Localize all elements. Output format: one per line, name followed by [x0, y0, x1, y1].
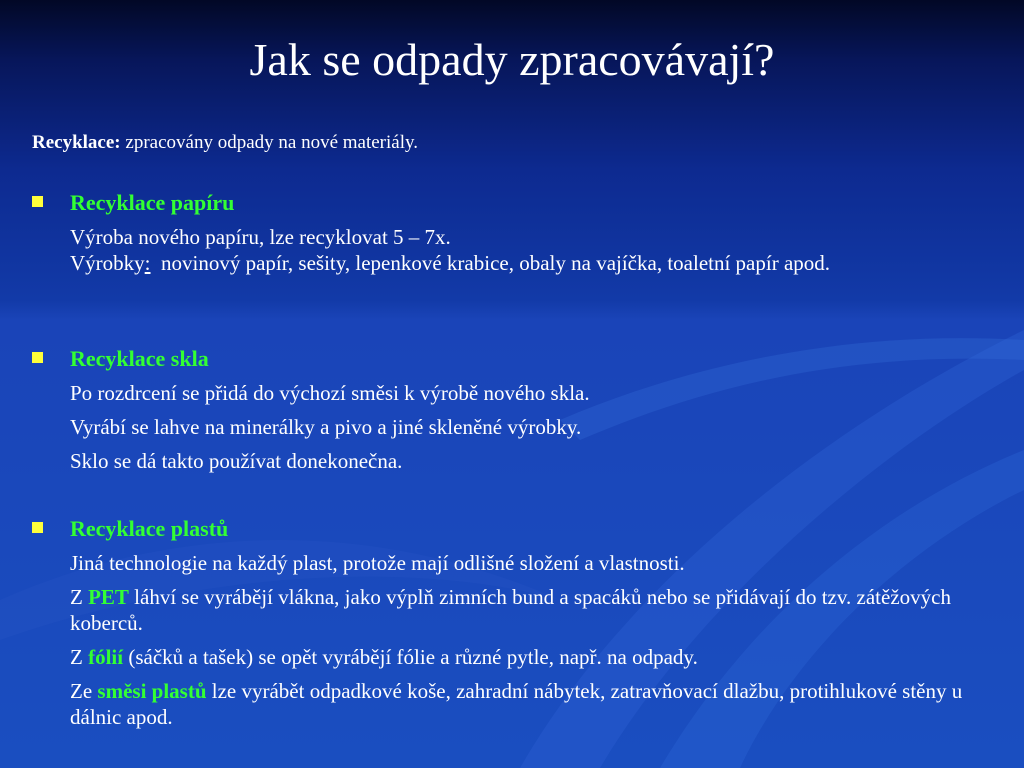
mix-text: lze vyrábět odpadkové koše, zahradní nábytek, zatravňovací dlažbu, protihlukové stěny u dálnic apod.: [70, 679, 963, 729]
plastic-pet-line: [70, 584, 1007, 636]
section-glass: [32, 344, 1007, 474]
mix-prefix: Ze: [70, 679, 93, 703]
section-paper-header: [32, 188, 1007, 218]
paper-line-2-text: novinový papír, sešity, lepenkové krabice, obaly na vajíčka, toaletní papír apod.: [161, 251, 831, 275]
paper-line-2: [70, 250, 1007, 276]
section-plastic: [32, 514, 1007, 730]
section-plastic-header: [32, 514, 1007, 544]
plastic-foil-line: [70, 644, 1007, 670]
section-glass-header: [32, 344, 1007, 374]
pet-prefix: Z: [70, 585, 83, 609]
paper-line-1: Výroba nového papíru, lze recyklovat 5 – 7x.: [70, 225, 451, 249]
section-paper: [32, 188, 1007, 276]
foil-highlight: fólií: [88, 645, 124, 669]
paper-line-2-colon: :: [144, 251, 151, 275]
glass-line-1: Po rozdrcení se přidá do výchozí směsi k výrobě nového skla.: [70, 381, 590, 405]
slide-title: Jak se odpady zpracovávají?: [249, 34, 775, 85]
foil-prefix: Z: [70, 645, 83, 669]
paper-line-2-label: Výrobky: [70, 251, 145, 275]
square-bullet-icon: [32, 522, 43, 533]
pet-text: láhví se vyrábějí vlákna, jako výplň zimních bund a spacáků nebo se přidávají do tzv. zátěžových koberců.: [70, 585, 951, 635]
intro-label: Recyklace:: [32, 132, 121, 153]
plastic-mix-line: [70, 678, 1007, 730]
foil-text: (sáčků a tašek) se opět vyrábějí fólie a různé pytle, např. na odpady.: [128, 645, 698, 669]
plastic-heading: Recyklace plastů: [70, 516, 229, 541]
square-bullet-icon: [32, 352, 43, 363]
glass-line-2: Vyrábí se lahve na minerálky a pivo a jiné skleněné výrobky.: [70, 415, 582, 439]
square-bullet-icon: [32, 196, 43, 207]
pet-highlight: PET: [88, 585, 129, 609]
intro-line: [32, 130, 418, 156]
glass-line-3: Sklo se dá takto používat donekonečna.: [70, 449, 403, 473]
mix-highlight: směsi plastů: [97, 679, 207, 703]
paper-heading: Recyklace papíru: [70, 190, 235, 215]
plastic-line-1: Jiná technologie na každý plast, protože mají odlišné složení a vlastnosti.: [70, 551, 685, 575]
intro-text: zpracovány odpady na nové materiály.: [125, 132, 419, 153]
glass-heading: Recyklace skla: [70, 346, 209, 371]
